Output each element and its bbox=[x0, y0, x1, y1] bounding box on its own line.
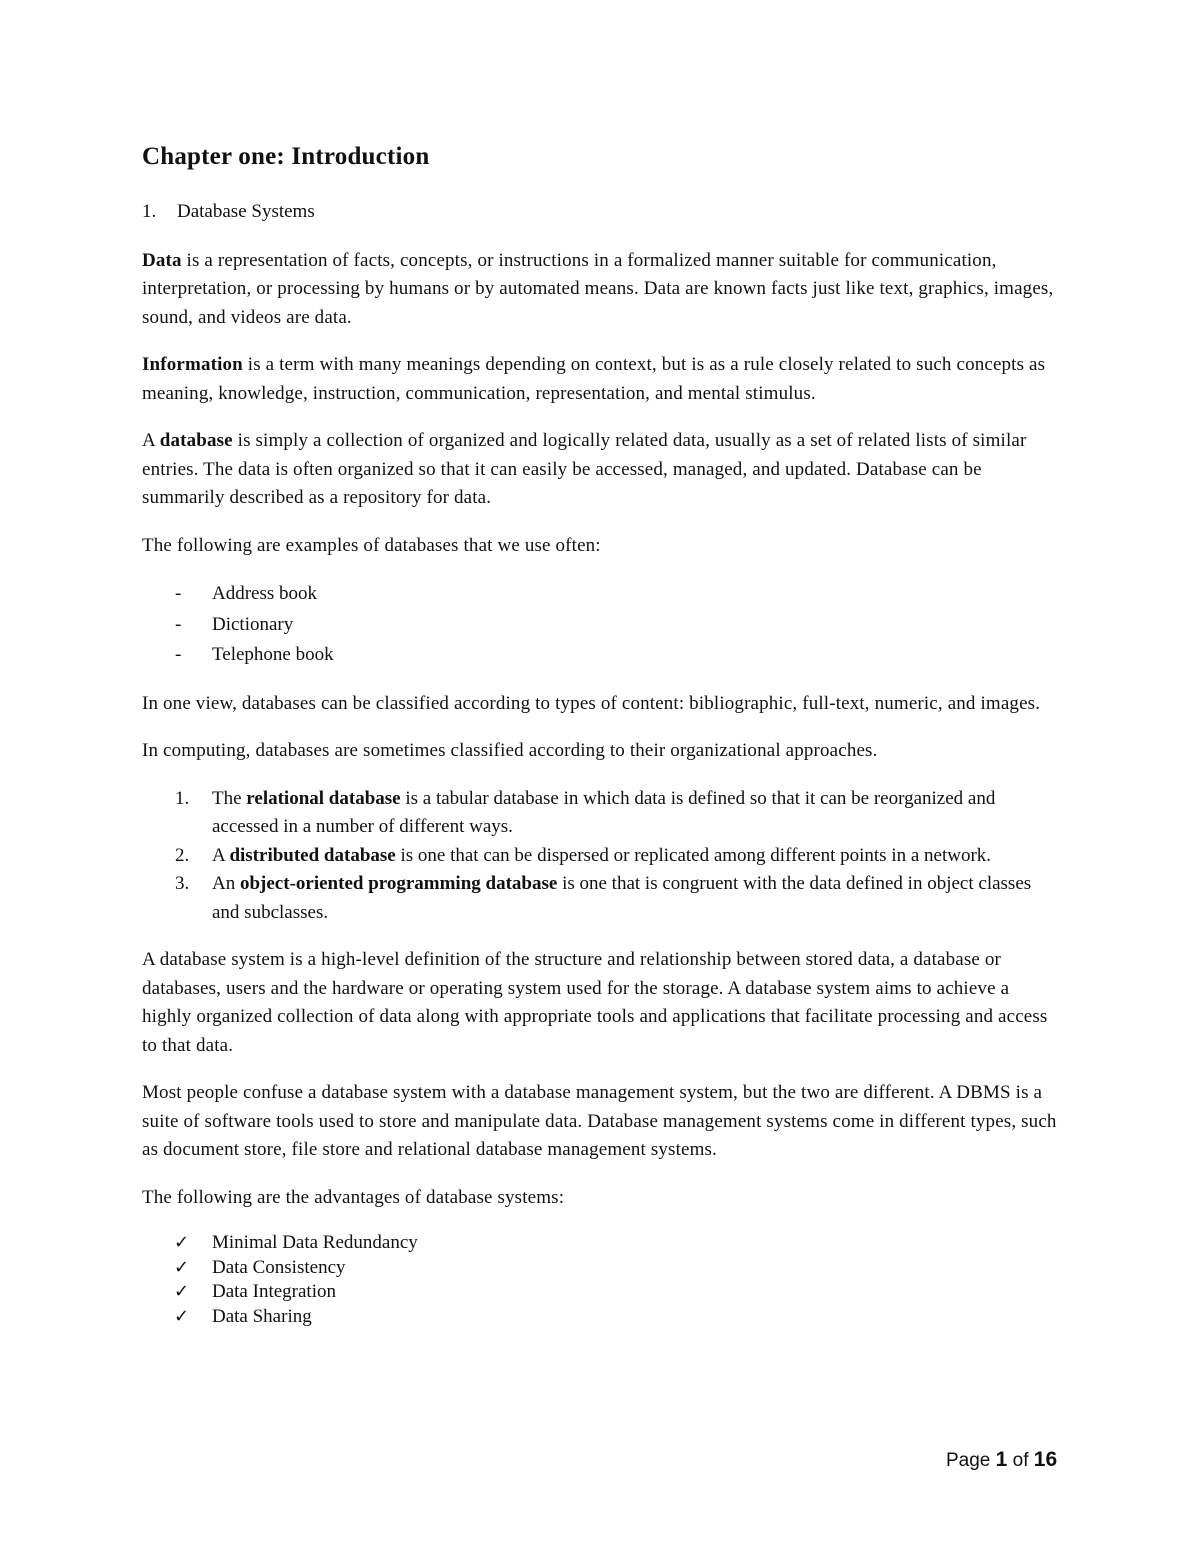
paragraph-data-definition bbox=[142, 247, 1062, 333]
paragraph-content-types: In one view, databases can be classified according to types of content: bibliographic, full-text, numeric, and images. bbox=[142, 692, 1041, 714]
paragraph-text: is a representation of facts, concepts, or instructions in a formalized manner suitable for communication, interpretation, or processing by humans or by automated means. Data are known facts just like text, graphics, images, sound, and videos are data. bbox=[142, 249, 1054, 328]
dash-marker: - bbox=[175, 644, 182, 665]
list-item bbox=[142, 640, 1062, 671]
paragraph-prefix: A bbox=[142, 430, 160, 451]
section-number: 1. bbox=[142, 201, 157, 222]
check-icon: ✓ bbox=[174, 1232, 190, 1253]
list-item-label: Telephone book bbox=[212, 644, 334, 665]
paragraph-text: is a term with many meanings depending on context, but is as a rule closely related to such concepts as meaning, knowledge, instruction, communication, representation, and mental stimulus. bbox=[142, 354, 1046, 404]
page-number-footer bbox=[946, 1448, 1057, 1472]
item-prefix: An bbox=[212, 873, 240, 894]
list-item bbox=[142, 1231, 1062, 1256]
paragraph-dbms: Most people confuse a database system with a database management system, but the two are different. A DBMS is a suite of software tools used to store and manipulate data. Database management systems come in different types, such as document store, file store and relational database management systems. bbox=[142, 1082, 1057, 1160]
section-title: Database Systems bbox=[177, 201, 315, 222]
examples-list bbox=[142, 579, 1062, 671]
list-number: 3. bbox=[175, 873, 190, 894]
list-item-label: Data Sharing bbox=[212, 1305, 312, 1327]
paragraph-database-definition bbox=[142, 427, 1062, 513]
list-item bbox=[142, 1256, 1062, 1281]
item-text: is one that can be dispersed or replicated among different points in a network. bbox=[395, 844, 992, 866]
list-item bbox=[142, 842, 1062, 871]
list-item bbox=[142, 579, 1062, 610]
page-word: Page bbox=[946, 1450, 991, 1471]
list-item bbox=[142, 870, 1062, 927]
list-item-label: Data Integration bbox=[212, 1281, 336, 1302]
term-information: Information bbox=[142, 354, 243, 375]
term-relational-database: relational database bbox=[246, 787, 401, 809]
list-item bbox=[142, 1280, 1062, 1305]
term-distributed-database: distributed database bbox=[229, 844, 396, 866]
advantages-list bbox=[142, 1231, 1062, 1329]
chapter-title: Chapter one: Introduction bbox=[142, 143, 430, 170]
term-data: Data bbox=[142, 249, 182, 271]
of-word: of bbox=[1012, 1450, 1029, 1471]
item-text: is one that is congruent with the data defined in object classes and subclasses. bbox=[212, 873, 1032, 923]
check-icon: ✓ bbox=[174, 1281, 190, 1302]
list-item-label: Address book bbox=[212, 583, 318, 604]
dash-marker: - bbox=[175, 613, 182, 635]
dash-marker: - bbox=[175, 583, 182, 604]
page-content bbox=[142, 140, 1062, 1348]
term-database: database bbox=[159, 430, 233, 451]
section-heading bbox=[142, 198, 1062, 227]
current-page-number: 1 bbox=[995, 1448, 1008, 1471]
paragraph-advantages-intro: The following are the advantages of database systems: bbox=[142, 1186, 565, 1208]
paragraph-examples-intro: The following are examples of databases that we use often: bbox=[142, 534, 601, 556]
paragraph-database-system: A database system is a high-level definition of the structure and relationship between stored data, a database or databases, users and the hardware or operating system used for the storage. A database system aims to achieve a highly organized collection of data along with appropriate tools and applications that facilitate processing and access to that data. bbox=[142, 949, 1048, 1056]
list-item bbox=[142, 1305, 1062, 1330]
paragraph-information-definition bbox=[142, 351, 1062, 408]
paragraph-approaches-intro: In computing, databases are sometimes classified according to their organizational approaches. bbox=[142, 740, 878, 761]
list-item bbox=[142, 785, 1062, 842]
item-prefix: The bbox=[212, 787, 247, 809]
check-icon: ✓ bbox=[174, 1256, 190, 1278]
list-item-label: Data Consistency bbox=[212, 1256, 346, 1278]
list-item-label: Dictionary bbox=[212, 613, 294, 635]
total-page-count: 16 bbox=[1033, 1448, 1058, 1471]
term-oop-database: object-oriented programming database bbox=[239, 873, 558, 894]
check-icon: ✓ bbox=[174, 1305, 190, 1327]
list-number: 2. bbox=[175, 844, 190, 866]
approaches-list bbox=[142, 785, 1062, 928]
item-prefix: A bbox=[212, 844, 230, 866]
item-text: is a tabular database in which data is defined so that it can be reorganized and accessed in a number of different ways. bbox=[212, 787, 996, 837]
list-item-label: Minimal Data Redundancy bbox=[212, 1232, 418, 1253]
list-number: 1. bbox=[175, 787, 190, 809]
paragraph-text: is simply a collection of organized and logically related data, usually as a set of related lists of similar entries. The data is often organized so that it can easily be accessed, managed, and updated. Database can be summarily described as a repository for data. bbox=[142, 430, 1027, 508]
list-item bbox=[142, 610, 1062, 641]
